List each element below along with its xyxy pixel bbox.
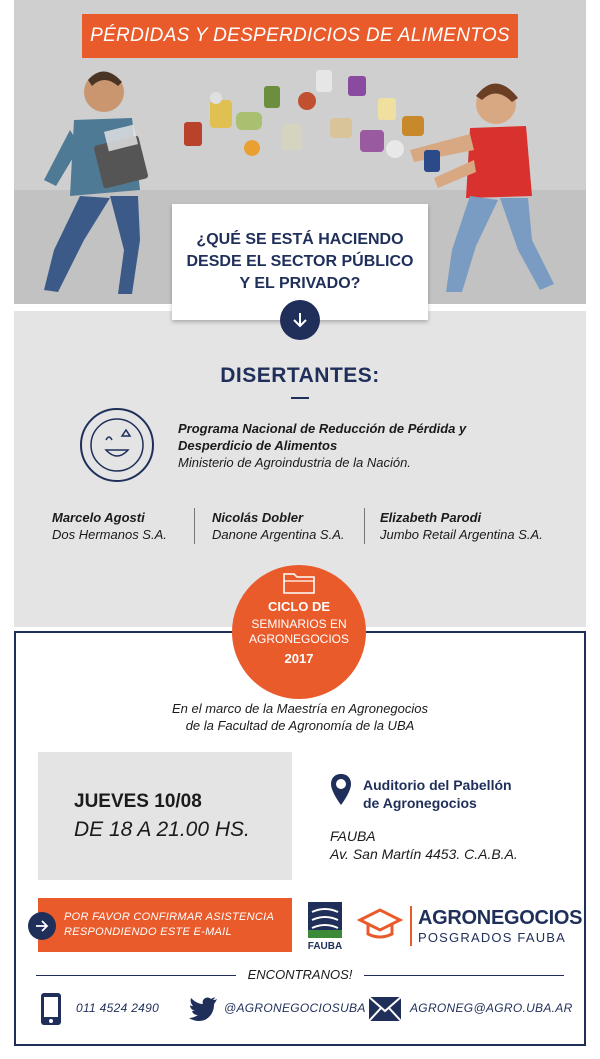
mail-icon [368, 996, 402, 1022]
venue-name [363, 776, 512, 812]
confirm-line-2: RESPONDIENDO ESTE E-MAIL [64, 926, 232, 938]
fauba-label: FAUBA [307, 941, 343, 952]
speakers-title: DISERTANTES: [220, 364, 380, 387]
folder-icon [282, 569, 316, 595]
cycle-line-2 [232, 617, 366, 647]
framework-line-2: de la Facultad de Agronomía de la UBA [185, 718, 415, 733]
arrow-down-icon [290, 310, 310, 330]
page-title: PÉRDIDAS Y DESPERDICIOS DE ALIMENTOS [82, 14, 518, 58]
venue-street: Av. San Martín 4453. C.A.B.A. [330, 846, 518, 862]
venue-place: FAUBA [330, 828, 376, 844]
logo-divider [410, 906, 412, 946]
footer-divider-right [364, 975, 564, 976]
event-day: JUEVES 10/08 [74, 791, 202, 812]
speaker-company: Danone Argentina S.A. [212, 527, 345, 542]
find-us-label: ENCONTRANOS! [247, 967, 353, 982]
agronegocios-title: AGRONEGOCIOS [418, 907, 583, 929]
program-name-line-1: Programa Nacional de Reducción de Pérdida y [178, 421, 467, 436]
speaker-separator [194, 508, 195, 544]
speaker-name: Marcelo Agosti [52, 510, 145, 525]
speaker-2 [212, 509, 345, 549]
venue-name-line-2: de Agronegocios [363, 795, 477, 811]
venue-name-line-1: Auditorio del Pabellón [363, 777, 512, 793]
program-info [178, 420, 538, 471]
phone-icon [40, 992, 62, 1026]
speaker-3 [380, 509, 543, 549]
event-time: DE 18 A 21.00 HS. [74, 818, 250, 841]
speaker-1 [52, 509, 167, 549]
confirm-attendance-button[interactable] [38, 898, 292, 952]
venue-address [330, 827, 518, 863]
valoremos-alimentos-logo [78, 406, 156, 484]
email-address[interactable]: AGRONEG@AGRO.UBA.AR [410, 1001, 573, 1015]
twitter-handle[interactable]: @AGRONEGOCIOSUBA [224, 1001, 366, 1015]
graduation-cap-icon [356, 906, 404, 942]
framework-text [0, 700, 600, 734]
cycle-line-2b: AGRONEGOCIOS [248, 632, 349, 646]
confirm-line-1: POR FAVOR CONFIRMAR ASISTENCIA [64, 911, 275, 923]
agronegocios-subtitle: POSGRADOS FAUBA [418, 930, 567, 945]
cycle-line-1: CICLO DE [267, 599, 331, 614]
location-pin-icon [330, 773, 352, 807]
question-line-2: DESDE EL SECTOR PÚBLICO [186, 253, 414, 270]
question-line-3: Y EL PRIVADO? [239, 275, 361, 292]
scroll-down-button[interactable] [280, 300, 320, 340]
confirm-arrow-button[interactable] [28, 912, 56, 940]
fauba-logo [306, 900, 344, 952]
title-divider [291, 397, 309, 399]
speaker-separator [364, 508, 365, 544]
speaker-name: Nicolás Dobler [212, 510, 304, 525]
question-line-1: ¿QUÉ SE ESTÁ HACIENDO [196, 231, 404, 248]
cycle-year: 2017 [284, 651, 314, 666]
speaker-company: Jumbo Retail Argentina S.A. [380, 527, 543, 542]
framework-line-1: En el marco de la Maestría en Agronegocios [171, 701, 429, 716]
cycle-line-2a: SEMINARIOS EN [251, 617, 347, 631]
arrow-right-icon [34, 918, 50, 934]
speaker-company: Dos Hermanos S.A. [52, 527, 167, 542]
program-name-line-2: Desperdicio de Alimentos [178, 438, 338, 453]
cycle-badge [232, 565, 366, 699]
phone-number[interactable]: 011 4524 2490 [76, 1001, 160, 1015]
program-ministry: Ministerio de Agroindustria de la Nación. [178, 455, 411, 470]
speaker-name: Elizabeth Parodi [380, 510, 482, 525]
date-box [38, 752, 292, 880]
twitter-icon [188, 996, 218, 1022]
fauba-emblem-icon [306, 900, 344, 940]
